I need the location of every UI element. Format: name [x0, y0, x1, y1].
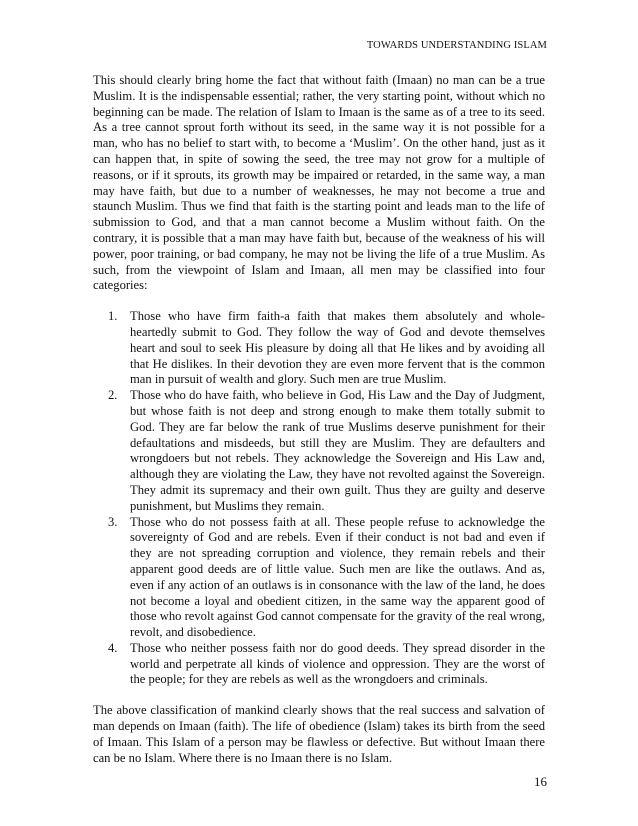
list-item: [108, 514, 545, 641]
list-item-number: 3.: [108, 514, 118, 529]
running-header: TOWARDS UNDERSTANDING ISLAM: [366, 40, 547, 51]
list-item-text: Those who do have faith, who believe in God, His Law and the Day of Judgment, but whose faith is not deep and strong enough to make them totally submit to God. They are far below the rank of true Muslims deserve punishment for their defaultations and misdeeds, but still they are Muslim. They are defaulters and wrongdoers but not rebels. They acknowledge the Sovereign and His Law and, although they are violating the Law, they have not revolted against the Sovereign. They admit its supremacy and their own guilt. Thus they are guilty and deserve punishment, but Muslims they remain.: [130, 388, 545, 513]
list-item-text: Those who have firm faith-a faith that makes them absolutely and whole-heartedly submit to God. They follow the way of God and devote themselves heart and soul to seek His pleasure by doing all that He likes and by avoiding all that He dislikes. In their devotion they are even more fervent that is the common man in pursuit of wealth and glory. Such men are true Muslim.: [130, 309, 545, 387]
list-item-text: Those who do not possess faith at all. These people refuse to acknowledge the sovereignty of God and are rebels. Even if their conduct is not bad and even if they are not spreading corruption and violence, they remain rebels and their apparent good deeds are of little value. Such men are like the outlaws. And as, even if any action of an outlaws is in consonance with the law of the land, he does not become a loyal and obedient citizen, in the same way the apparent good of those who revolt against God cannot compensate for the gravity of the real wrong, revolt, and disobedience.: [130, 514, 545, 640]
conclusion-paragraph: The above classification of mankind clearly shows that the real success and salvation of man depends on Imaan (faith). The life of obedience (Islam) takes its birth from the seed of Imaan. This Islam of a person may be flawless or defective. But without Imaan there can be no Islam. Where there is no Imaan there is no Islam.: [93, 703, 545, 765]
page-number: 16: [534, 774, 547, 789]
list-item: [108, 388, 545, 514]
list-item-number: 2.: [108, 388, 118, 403]
body-text: [93, 73, 545, 766]
categories-list: [93, 309, 545, 688]
list-item-number: 4.: [108, 640, 118, 655]
intro-paragraph: This should clearly bring home the fact that without faith (Imaan) no man can be a true Muslim. It is the indispensable essential; rather, the very starting point, without which no beginning can be made. The relation of Islam to Imaan is the same as of a tree to its seed. As a tree cannot sprout forth without its seed, in the same way it is not possible for a man, who has no belief to start with, to become a ‘Muslim’. On the other hand, just as it can happen that, in spite of sowing the seed, the tree may not grow for a multiple of reasons, or if it sprouts, its growth may be impaired or retarded, in the same way, a man may have faith, but due to a number of weaknesses, he may not become a true and staunch Muslim. Thus we find that faith is the starting point and leads man to the life of submission to God, and that a man cannot become a Muslim without faith. On the contrary, it is possible that a man may have faith but, because of the weakness of his will power, poor training, or bad company, he may not be living the life of a true Muslim. As such, from the viewpoint of Islam and Imaan, all men may be classified into four categories:: [93, 73, 545, 293]
list-item-number: 1.: [108, 309, 118, 324]
list-item-text: Those who neither possess faith nor do good deeds. They spread disorder in the world and perpetrate all kinds of violence and oppression. They are the worst of the people; for they are rebels as well as the wrongdoers and criminals.: [130, 640, 545, 687]
list-item: [108, 309, 545, 388]
list-item: [108, 640, 545, 688]
